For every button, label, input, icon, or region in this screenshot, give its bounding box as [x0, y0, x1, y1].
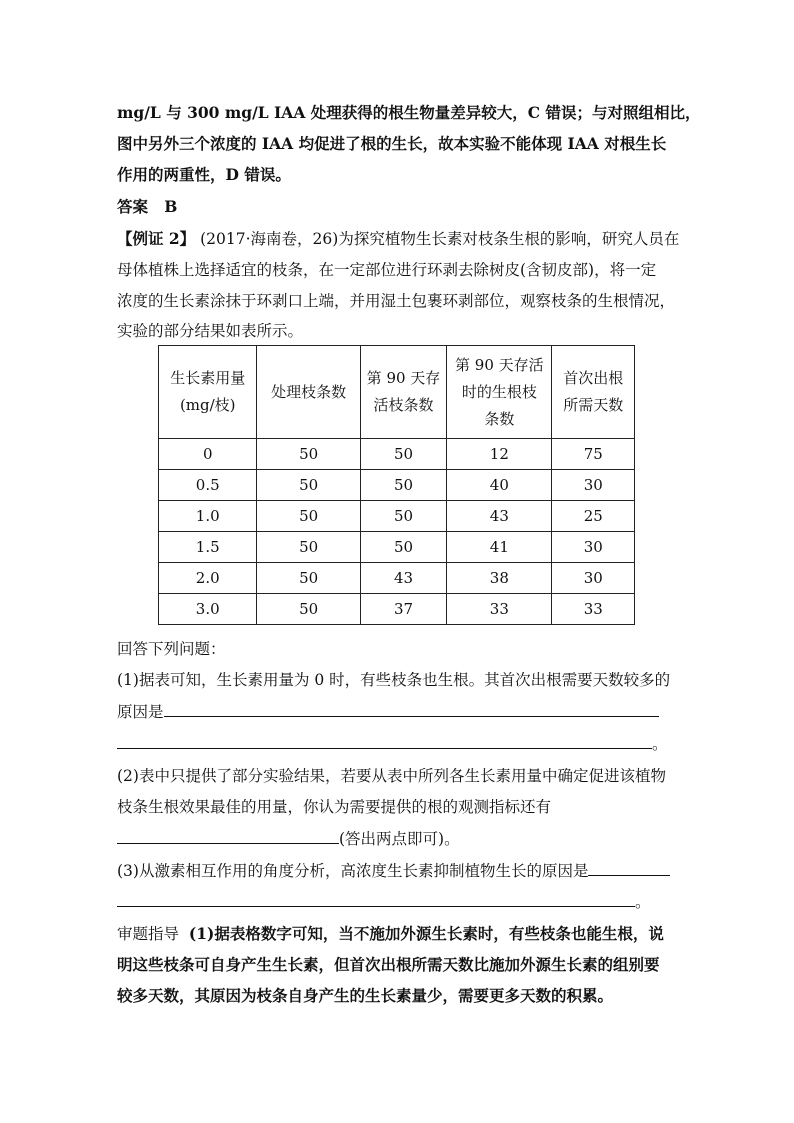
table-cell: 33	[552, 594, 635, 625]
table-cell: 2.0	[159, 563, 257, 594]
table-cell: 1.0	[159, 501, 257, 532]
table-row	[159, 439, 635, 470]
answer-blank-3a[interactable]	[588, 860, 670, 876]
table-header-row	[159, 346, 635, 439]
table-cell: 50	[257, 563, 360, 594]
example-line-4: 实验的部分结果如表所示。	[117, 322, 304, 340]
table-cell: 43	[447, 501, 552, 532]
table-row	[159, 563, 635, 594]
table-row	[159, 532, 635, 563]
table-cell: 37	[360, 594, 446, 625]
intro-line-1: mg/L 与 300 mg/L IAA 处理获得的根生物量差异较大，C 错误；与对照组相比，	[117, 103, 701, 122]
table-cell: 50	[360, 470, 446, 501]
table-cell: 50	[257, 594, 360, 625]
table-cell: 41	[447, 532, 552, 563]
header-rooted: 第 90 天存活 时的生根枝 条数	[447, 346, 552, 439]
guide-line-3: 较多天数，其原因为枝条自身产生的生长素量少，需要更多天数的积累。	[117, 986, 614, 1005]
table-cell: 33	[447, 594, 552, 625]
table-cell: 30	[552, 532, 635, 563]
answer-line	[117, 196, 177, 218]
table-cell: 50	[257, 439, 360, 470]
guide-line-1	[117, 923, 664, 945]
table-cell: 0	[159, 439, 257, 470]
period-mark: 。	[635, 893, 651, 911]
table-cell: 50	[360, 532, 446, 563]
questions-prompt: 回答下列问题：	[117, 640, 226, 658]
answer-blank-1b[interactable]	[117, 733, 652, 749]
period-mark: 。	[652, 735, 668, 753]
example-line-3: 浓度的生长素涂抹于环剥口上端，并用湿土包裹环剥部位，观察枝条的生根情况，	[117, 292, 676, 310]
answer-blank-1a[interactable]	[164, 701, 659, 717]
question-3-line-2	[117, 891, 651, 913]
guide-text-1: (1)据表格数字可知，当不施加外源生长素时，有些枝条也能生根，说	[188, 924, 664, 943]
table-cell: 1.5	[159, 532, 257, 563]
header-dose: 生长素用量 (mg/枝)	[159, 346, 257, 439]
example-source-text: (2017·海南卷，26)为探究植物生长素对枝条生根的影响，研究人员在	[200, 230, 680, 248]
table-row	[159, 470, 635, 501]
intro-line-2: 图中另外三个浓度的 IAA 均促进了根的生长，故本实验不能体现 IAA 对根生长	[117, 134, 667, 153]
guide-line-2: 明这些枝条可自身产生生长素，但首次出根所需天数比施加外源生长素的组别要	[117, 955, 660, 974]
question-1-line-2	[117, 701, 659, 723]
table-cell: 12	[447, 439, 552, 470]
table-cell: 50	[360, 501, 446, 532]
answer-label: 答案	[117, 197, 149, 216]
answer-value: B	[164, 197, 178, 216]
table-cell: 38	[447, 563, 552, 594]
table-cell: 30	[552, 563, 635, 594]
table-cell: 50	[257, 532, 360, 563]
table-cell: 30	[552, 470, 635, 501]
table-row	[159, 501, 635, 532]
table-cell: 0.5	[159, 470, 257, 501]
answer-blank-3b[interactable]	[117, 891, 635, 907]
intro-line-3: 作用的两重性，D 错误。	[117, 165, 291, 184]
question-1-label: 原因是	[117, 703, 164, 721]
example-line-1	[117, 228, 679, 250]
guide-label: 审题指导	[117, 925, 180, 943]
answer-blank-2[interactable]	[117, 828, 339, 844]
example-tag: 【例证 2】	[117, 229, 196, 248]
header-branch-count: 处理枝条数	[257, 346, 360, 439]
question-3-text: (3)从激素相互作用的角度分析，高浓度生长素抑制植物生长的原因是	[117, 862, 589, 880]
table-cell: 75	[552, 439, 635, 470]
question-1-line-1: (1)据表可知，生长素用量为 0 时，有些枝条也生根。其首次出根需要天数较多的	[117, 671, 671, 689]
question-2-line-3	[117, 828, 460, 850]
header-survival: 第 90 天存 活枝条数	[360, 346, 446, 439]
table-cell: 3.0	[159, 594, 257, 625]
table-cell: 50	[360, 439, 446, 470]
table-cell: 50	[257, 501, 360, 532]
table-cell: 50	[257, 470, 360, 501]
results-table	[158, 345, 635, 625]
table-row	[159, 594, 635, 625]
question-2-line-1: (2)表中只提供了部分实验结果，若要从表中所列各生长素用量中确定促进该植物	[117, 767, 666, 785]
question-2-line-2: 枝条生根效果最佳的用量，你认为需要提供的根的观测指标还有	[117, 798, 552, 816]
example-line-2: 母体植株上选择适宜的枝条，在一定部位进行环剥去除树皮(含韧皮部)，将一定	[117, 261, 657, 279]
question-1-line-3	[117, 733, 668, 755]
header-days: 首次出根 所需天数	[552, 346, 635, 439]
question-2-suffix: (答出两点即可)。	[339, 830, 460, 848]
table-cell: 25	[552, 501, 635, 532]
question-3-line-1	[117, 860, 670, 882]
table-cell: 40	[447, 470, 552, 501]
table-cell: 43	[360, 563, 446, 594]
